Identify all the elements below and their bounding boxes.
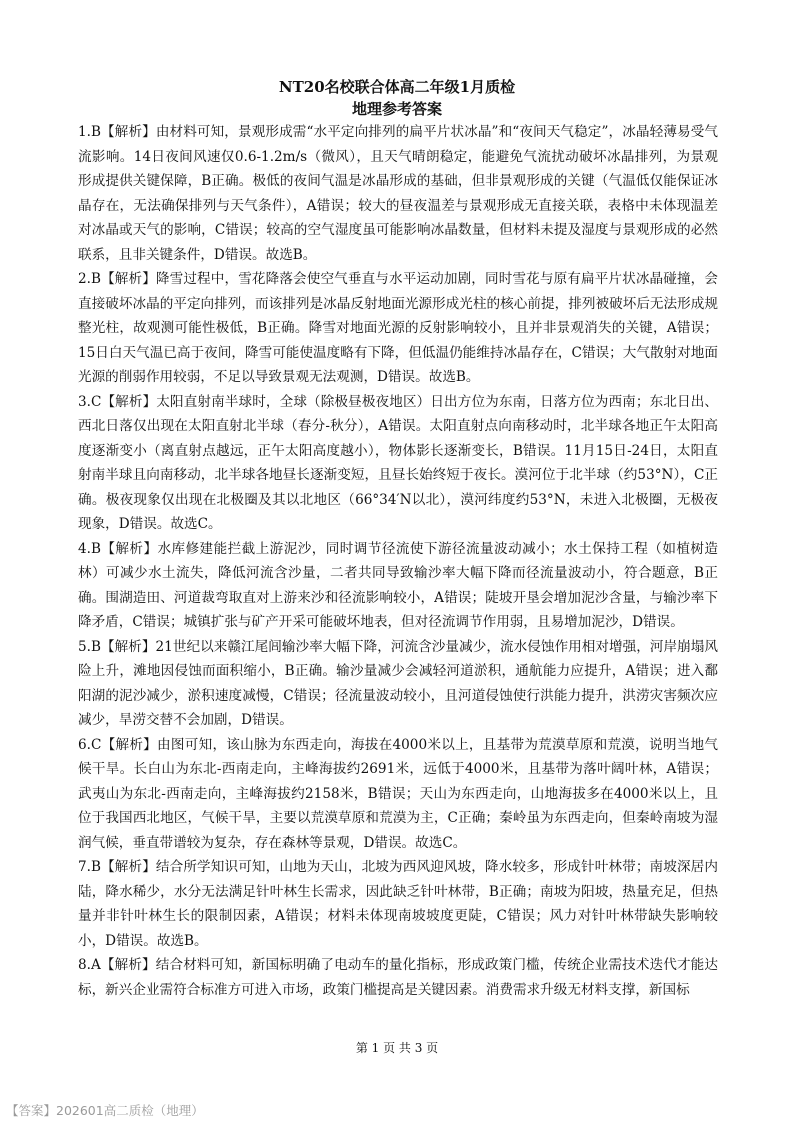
answer-6: 6.C【解析】由图可知，该山脉为东西走向，海拔在4000米以上，且基带为荒漠草原和荒漠，说明当地气候干旱。长白山为东北-西南走向，主峰海拔约2691米，远低于4000米，且基带为落叶阔叶林，A错误；武夷山为东北-西南走向，主峰海拔约2158米，B错误；天山为东西走向，山地海拔多在4000米以上，且位于我国西北地区，气候干旱，主要以荒漠草原和荒漠为主，C正确；秦岭虽为东西走向，但秦岭南坡为湿润气候，垂直带谱较为复杂，存在森林等景观，D错误。故选C。 xyxy=(78,736,718,851)
watermark-label: 【答案】202601高二质检（地理） xyxy=(6,1103,204,1118)
answer-4: 4.B【解析】水库修建能拦截上游泥沙，同时调节径流使下游径流量波动减小；水土保持工程（如植树造林）可减少水土流失，降低河流含沙量，二者共同导致输沙率大幅下降而径流量波动小，符合题意，B正确。围湖造田、河道裁弯取直对上游来沙和径流影响较小，A错误；陡坡开垦会增加泥沙含量，与输沙率下降矛盾，C错误；城镇扩张与矿产开采可能破坏地表，但对径流调节作用弱，且易增加泥沙，D错误。 xyxy=(78,540,718,630)
page-footer: 第 1 页 共 3 页 xyxy=(355,1041,439,1055)
header xyxy=(0,76,794,120)
answer-8: 8.A【解析】结合材料可知，新国标明确了电动车的量化指标，形成政策门槛，传统企业需技术迭代才能达标，新兴企业需符合标准方可进入市场，政策门槛提高是关键因素。消费需求升级无材料支撑，新国标 xyxy=(78,957,718,998)
answer-list xyxy=(78,120,718,1002)
answer-3: 3.C【解析】太阳直射南半球时，全球（除极昼极夜地区）日出方位为东南，日落方位为西南；东北日出、西北日落仅出现在太阳直射北半球（春分-秋分），A错误。太阳直射点向南移动时，北半球各地正午太阳高度逐渐变小（离直射点越远，正午太阳高度越小），物体影长逐渐变长，B错误。11月15日-24日，太阳直射南半球且向南移动，北半球各地昼长逐渐变短，且昼长始终短于夜长。漠河位于北半球（约53°N），C正确。极夜现象仅出现在北极圈及其以北地区（66°34′N以北），漠河纬度约53°N，未进入北极圈，无极夜现象，D错误。故选C。 xyxy=(78,393,718,532)
page-subtitle: 地理参考答案 xyxy=(351,100,442,118)
answer-2: 2.B【解析】降雪过程中，雪花降落会使空气垂直与水平运动加剧，同时雪花与原有扁平片状冰晶碰撞，会直接破坏冰晶的平定向排列，而该排列是冰晶反射地面光源形成光柱的核心前提，排列被破坏后无法形成规整光柱，故观测可能性极低，B正确。降雪对地面光源的反射影响较小，且并非景观消失的关键，A错误；15日白天气温已高于夜间，降雪可能使温度略有下降，但低温仍能维持冰晶存在，C错误；大气散射对地面光源的削弱作用较弱，不足以导致景观无法观测，D错误。故选B。 xyxy=(78,271,718,385)
answer-7: 7.B【解析】结合所学知识可知，山地为天山，北坡为西风迎风坡，降水较多，形成针叶林带；南坡深居内陆，降水稀少，水分无法满足针叶林生长需求，因此缺乏针叶林带，B正确；南坡为阳坡，热量充足，但热量并非针叶林生长的限制因素，A错误；材料未体现南坡坡度更陡，C错误；风力对针叶林带缺失影响较小，D错误。故选B。 xyxy=(78,859,718,949)
answer-5: 5.B【解析】21世纪以来赣江尾闾输沙率大幅下降，河流含沙量减少，流水侵蚀作用相对增强，河岸崩塌风险上升，滩地因侵蚀而面积缩小，B正确。输沙量减少会减轻河道淤积，通航能力应提升，A错误；进入鄱阳湖的泥沙减少，淤积速度减慢，C错误；径流量波动较小，且河道侵蚀使行洪能力提升，洪涝灾害频次应减少，旱涝交替不会加剧，D错误。 xyxy=(78,638,718,728)
answer-1: 1.B【解析】由材料可知，景观形成需“水平定向排列的扁平片状冰晶”和“夜间天气稳定”，冰晶轻薄易受气流影响。14日夜间风速仅0.6-1.2m/s（微风），且天气晴朗稳定，能避免气流扰动破坏冰晶排列，为景观形成提供关键保障，B正确。极低的夜间气温是冰晶形成的基础，但非景观形成的关键（气温低仅能保证冰晶存在，无法确保排列与天气条件），A错误；较大的昼夜温差与景观形成无直接关联，表格中未体现温差对冰晶或天气的影响，C错误；较高的空气湿度虽可能影响冰晶数量，但材料未提及湿度与景观形成的必然联系，且非关键条件，D错误。故选B。 xyxy=(78,124,718,263)
page-title: NT20名校联合体高二年级1月质检 xyxy=(278,78,516,96)
